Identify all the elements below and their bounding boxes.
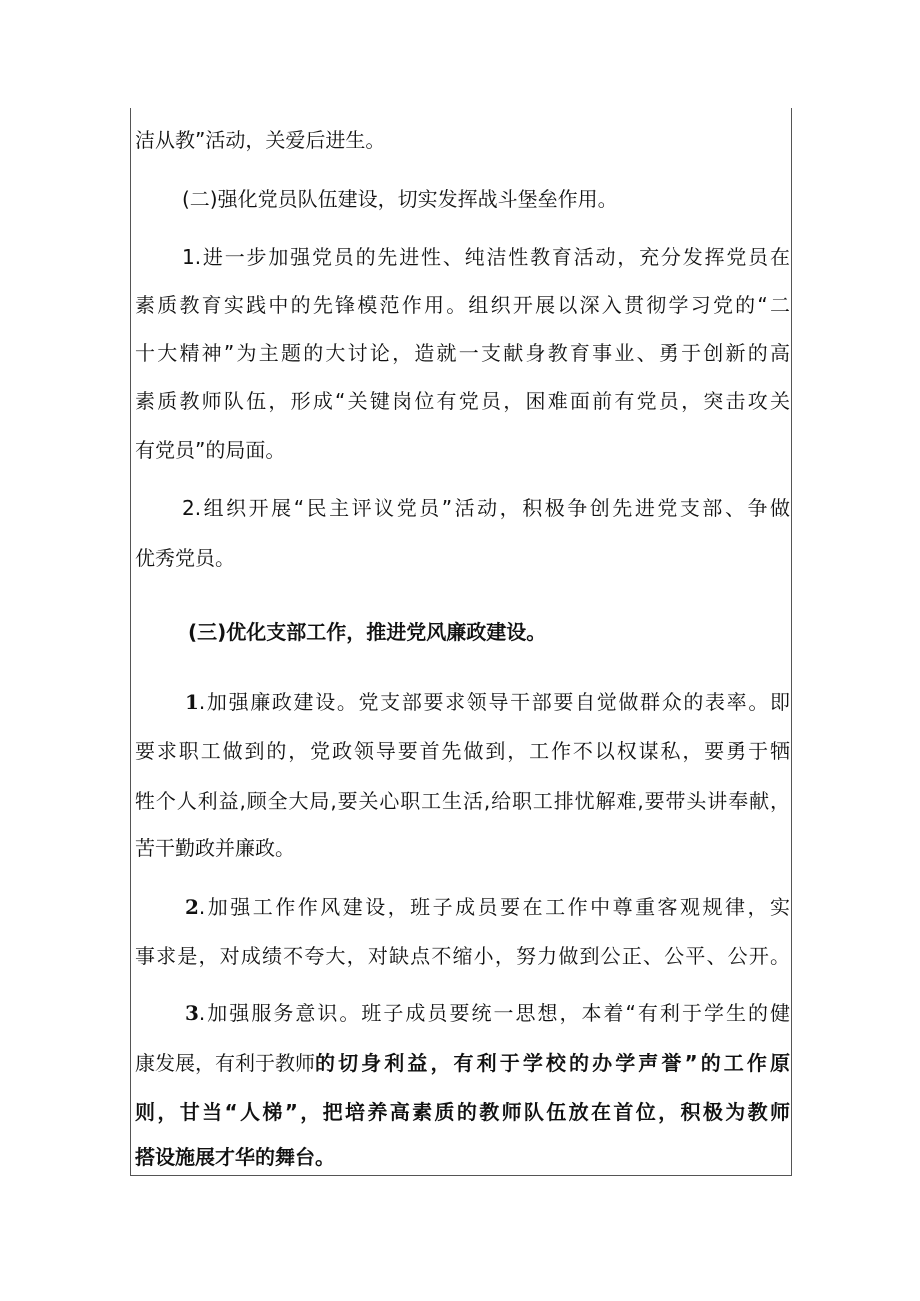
paragraph-line: 则，甘当“人梯”，把培养高素质的教师队伍放在首位，积极为教师: [135, 1100, 790, 1124]
item-text: .加强服务意识。班子成员要统一思想，本着“有利于学生的健: [198, 1001, 790, 1025]
paragraph-line: 洁从教”活动，关爱后进生。: [135, 128, 386, 152]
paragraph-line: [135, 1049, 790, 1077]
item-number: 3: [185, 1001, 199, 1025]
item-text: .加强工作作风建设，班子成员要在工作中尊重客观规律，实: [198, 895, 790, 919]
paragraph-line: 优秀党员。: [135, 546, 235, 570]
paragraph-line: 素质教师队伍，形成“关键岗位有党员，困难面前有党员，突击攻关: [135, 389, 790, 413]
paragraph-line: 牲个人利益,顾全大局,要关心职工生活,给职工排忧解难,要带头讲奉献，: [135, 789, 790, 813]
paragraph-line: 十大精神”为主题的大讨论，造就一支献身教育事业、勇于创新的高: [135, 341, 790, 365]
item-number: 1: [185, 690, 199, 714]
paragraph-line: 有党员”的局面。: [135, 438, 286, 462]
paragraph-line: 事求是，对成绩不夸大，对缺点不缩小，努力做到公正、公平、公开。: [135, 944, 790, 968]
paragraph-line: [135, 999, 790, 1027]
paragraph-line: [135, 893, 790, 921]
section-heading-3: (三)优化支部工作，推进党风廉政建设。: [188, 620, 547, 644]
paragraph-line: 苦干勤政并廉政。: [135, 836, 295, 860]
line-segment: 康发展，有利于教师: [135, 1051, 315, 1075]
paragraph-line: 搭设施展才华的舞台。: [135, 1145, 335, 1169]
paragraph-line: 2.组织开展“民主评议党员”活动，积极争创先进党支部、争做: [182, 496, 790, 520]
paragraph-line: [135, 688, 790, 716]
item-text: .加强廉政建设。党支部要求领导干部要自觉做群众的表率。即: [198, 690, 790, 714]
line-segment-bold: 的切身利益，有利于学校的办学声誉”的工作原: [315, 1051, 790, 1075]
paragraph-line: 要求职工做到的，党政领导要首先做到，工作不以权谋私，要勇于牺: [135, 739, 790, 763]
item-number: 2: [185, 895, 199, 919]
section-heading-2: (二)强化党员队伍建设，切实发挥战斗堡垒作用。: [182, 187, 618, 211]
paragraph-line: 1.进一步加强党员的先进性、纯洁性教育活动，充分发挥党员在: [182, 245, 790, 269]
paragraph-line: 素质教育实践中的先锋模范作用。组织开展以深入贯彻学习党的“二: [135, 293, 790, 317]
